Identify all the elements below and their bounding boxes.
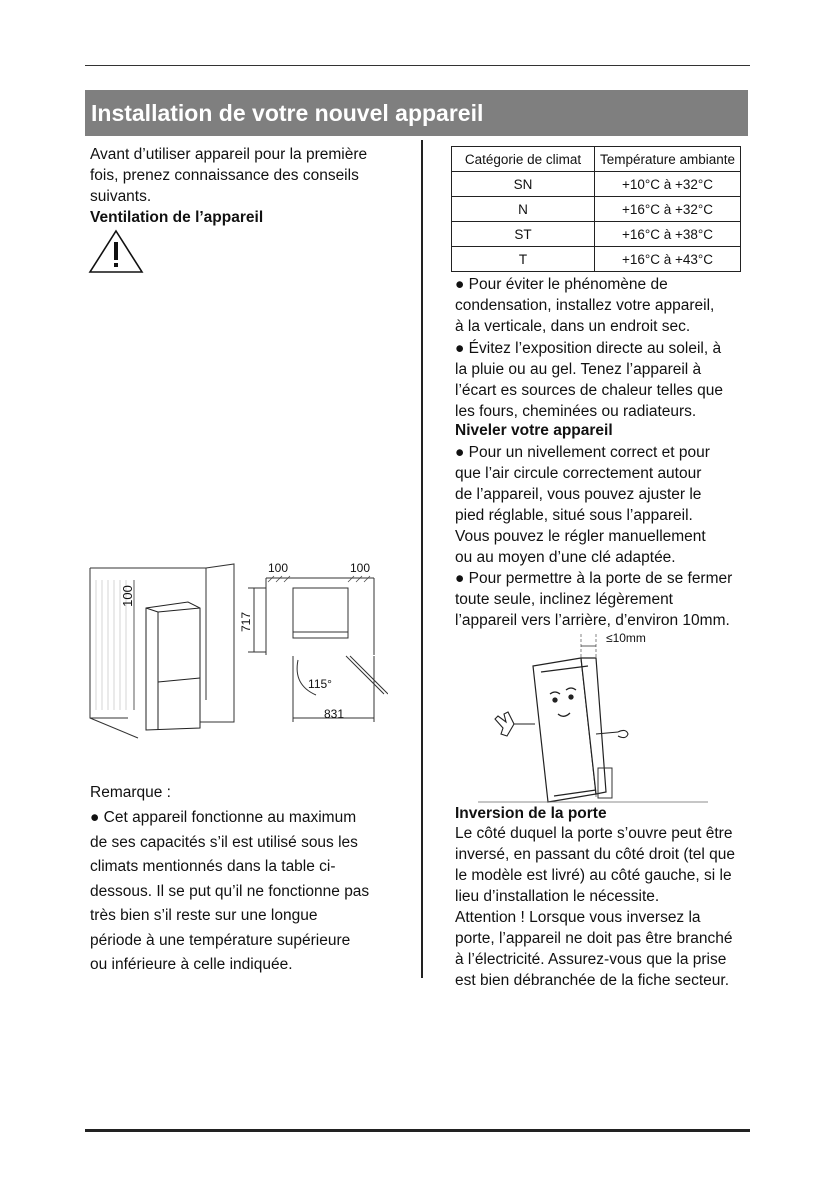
dim-left-gap-label: 100 [267,561,289,575]
table-cell: T [452,247,595,272]
table-row [452,247,741,272]
warning-icon [88,229,144,275]
leveling-paragraph [455,442,750,568]
paragraph-line: Le côté duquel la porte s’ouvre peut être [455,825,733,842]
remarque-line: climats mentionnés dans la table ci- [90,858,336,875]
remarque-line: ou inférieure à celle indiquée. [90,956,293,973]
climate-table [451,146,741,272]
table-cell: ST [452,222,595,247]
remarque-line: très bien s’il reste sur une longue [90,907,318,924]
intro-line: fois, prenez connaissance des conseils [90,167,359,184]
table-cell: +16°C à +38°C [595,222,741,247]
intro-line: Avant d’utiliser appareil pour la première [90,146,368,163]
paragraph-line: toute seule, inclinez légèrement [455,591,673,608]
paragraph-line: Attention ! Lorsque vous inversez la [455,909,701,926]
paragraph-line: l’écart es sources de chaleur telles que [455,382,723,399]
paragraph-line: Vous pouvez le régler manuellement [455,528,706,545]
remarque-label: Remarque : [90,784,171,801]
tilt-label: ≤10mm [606,631,646,645]
table-row [452,222,741,247]
paragraph-line: la pluie ou au gel. Tenez l’appareil à [455,361,702,378]
intro-line: suivants. [90,188,152,205]
paragraph-line: à l’électricité. Assurez-vous que la prise [455,951,727,968]
tilt-illustration [478,628,718,806]
table-row [452,197,741,222]
remarque-line: de ses capacités s’il est utilisé sous les [90,833,358,851]
paragraph-line: inversé, en passant du côté droit (tel que [455,846,736,863]
dim-right-gap-label: 100 [349,561,371,575]
angle-label: 115° [308,677,332,691]
table-cell: +16°C à +32°C [595,197,741,222]
condensation-paragraph [455,274,750,337]
paragraph-line: pied réglable, situé sous l’appareil. [455,507,693,524]
paragraph-line: que l’air circule correctement autour [455,465,702,482]
paragraph-line: à la verticale, dans un endroit sec. [455,318,691,335]
paragraph-line: ● Pour permettre à la porte de se fermer [455,570,733,587]
tilt-paragraph [455,568,750,631]
top-rule [85,65,750,66]
paragraph-line: lieu d’installation le nécessite. [455,888,660,905]
intro-paragraph [90,144,410,228]
table-cell: SN [452,172,595,197]
paragraph-line: le modèle est livré) au côté gauche, si le [455,867,732,884]
paragraph-line: de l’appareil, vous pouvez ajuster le [455,486,702,503]
table-cell: N [452,197,595,222]
table-cell: +16°C à +43°C [595,247,741,272]
paragraph-line: ou au moyen d’une clé adaptée. [455,549,676,566]
paragraph-line: ● Pour éviter le phénomène de [455,276,668,293]
dim-top-label: 100 [120,585,135,607]
exposure-paragraph [455,338,750,422]
table-header-row [452,147,741,172]
table-header: Catégorie de climat [452,147,595,172]
ventilation-heading: Ventilation de l’appareil [90,209,264,226]
bottom-rule [85,1129,750,1132]
paragraph-line: est bien débranchée de la fiche secteur. [455,972,730,989]
remarque-paragraph [90,806,410,978]
column-divider [421,140,423,978]
remarque-line: période à une température supérieure [90,931,351,949]
inversion-heading: Inversion de la porte [455,805,607,822]
paragraph-line: les fours, cheminées ou radiateurs. [455,403,697,420]
paragraph-line: ● Évitez l’exposition directe au soleil, à [455,340,722,357]
remarque-line: dessous. Il se put qu’il ne fonctionne pas [90,882,370,900]
dim-depth-label: 717 [239,611,253,633]
section-title: Installation de votre nouvel appareil [85,90,748,136]
inversion-paragraph [455,823,750,991]
width-label: 831 [323,707,345,721]
table-header: Température ambiante [595,147,741,172]
remarque-line: ● Cet appareil fonctionne au maximum [90,809,357,826]
table-cell: +10°C à +32°C [595,172,741,197]
paragraph-line: l’appareil vers l’arrière, d’environ 10mm. [455,612,730,629]
paragraph-line: ● Pour un nivellement correct et pour [455,444,710,461]
table-row [452,172,741,197]
paragraph-line: condensation, installez votre appareil, [455,297,715,314]
ventilation-diagram [88,560,388,740]
paragraph-line: porte, l’appareil ne doit pas être branché [455,930,733,947]
niveler-heading: Niveler votre appareil [455,422,613,439]
